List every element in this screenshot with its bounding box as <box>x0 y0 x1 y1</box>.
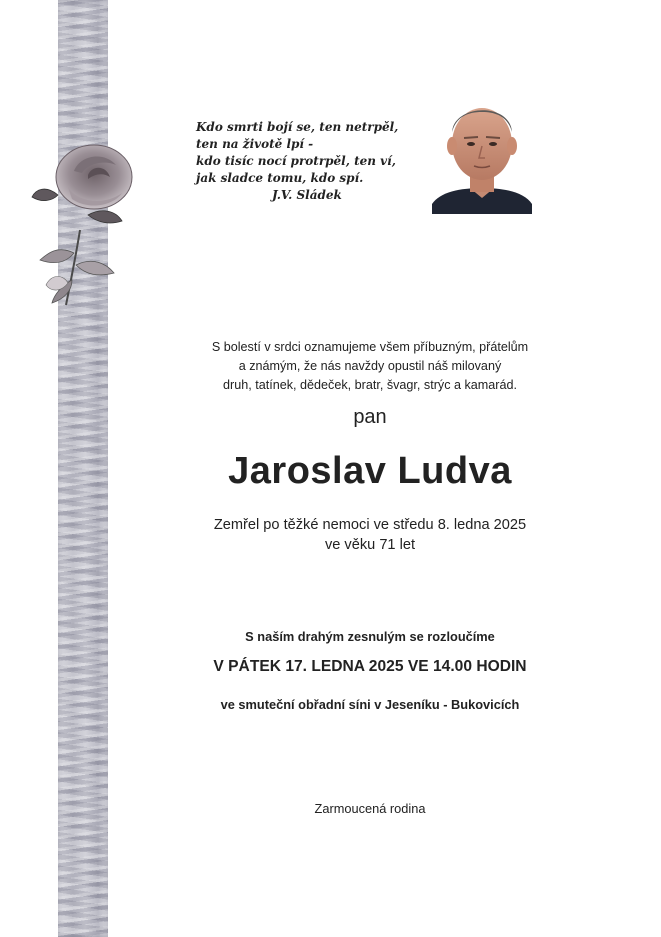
farewell-text: S naším drahým zesnulým se rozloučíme <box>245 629 495 644</box>
deceased-name: Jaroslav Ludva <box>228 450 512 492</box>
death-info <box>180 515 560 555</box>
quote-line: kdo tisíc nocí protrpěl, ten ví, <box>196 154 396 168</box>
rose-icon <box>18 135 158 315</box>
signature: Zarmoucená rodina <box>314 801 426 816</box>
quote-line: Kdo smrti bojí se, ten netrpěl, <box>196 120 399 134</box>
funeral-place: ve smuteční obřadní síni v Jeseníku - Bukovicích <box>220 697 520 712</box>
death-line: ve věku 71 let <box>324 537 416 553</box>
death-line: Zemřel po těžké nemoci ve středu 8. ledna 2025 <box>213 517 527 533</box>
announcement-text <box>190 338 550 395</box>
announcement-line: druh, tatínek, dědeček, bratr, švagr, strýc a kamarád. <box>223 378 517 392</box>
quote-line: jak sladce tomu, kdo spí. <box>196 171 364 185</box>
portrait-photo <box>430 92 534 214</box>
honorific: pan <box>353 406 387 428</box>
announcement-line: S bolestí v srdci oznamujeme všem příbuzným, přátelům <box>211 340 529 354</box>
funeral-date: V PÁTEK 17. LEDNA 2025 VE 14.00 HODIN <box>213 658 527 675</box>
announcement-line: a známým, že nás navždy opustil náš milovaný <box>238 359 502 373</box>
quote-block <box>196 119 426 204</box>
quote-line: ten na životě lpí - <box>196 137 314 151</box>
quote-author: J.V. Sládek <box>272 188 342 202</box>
